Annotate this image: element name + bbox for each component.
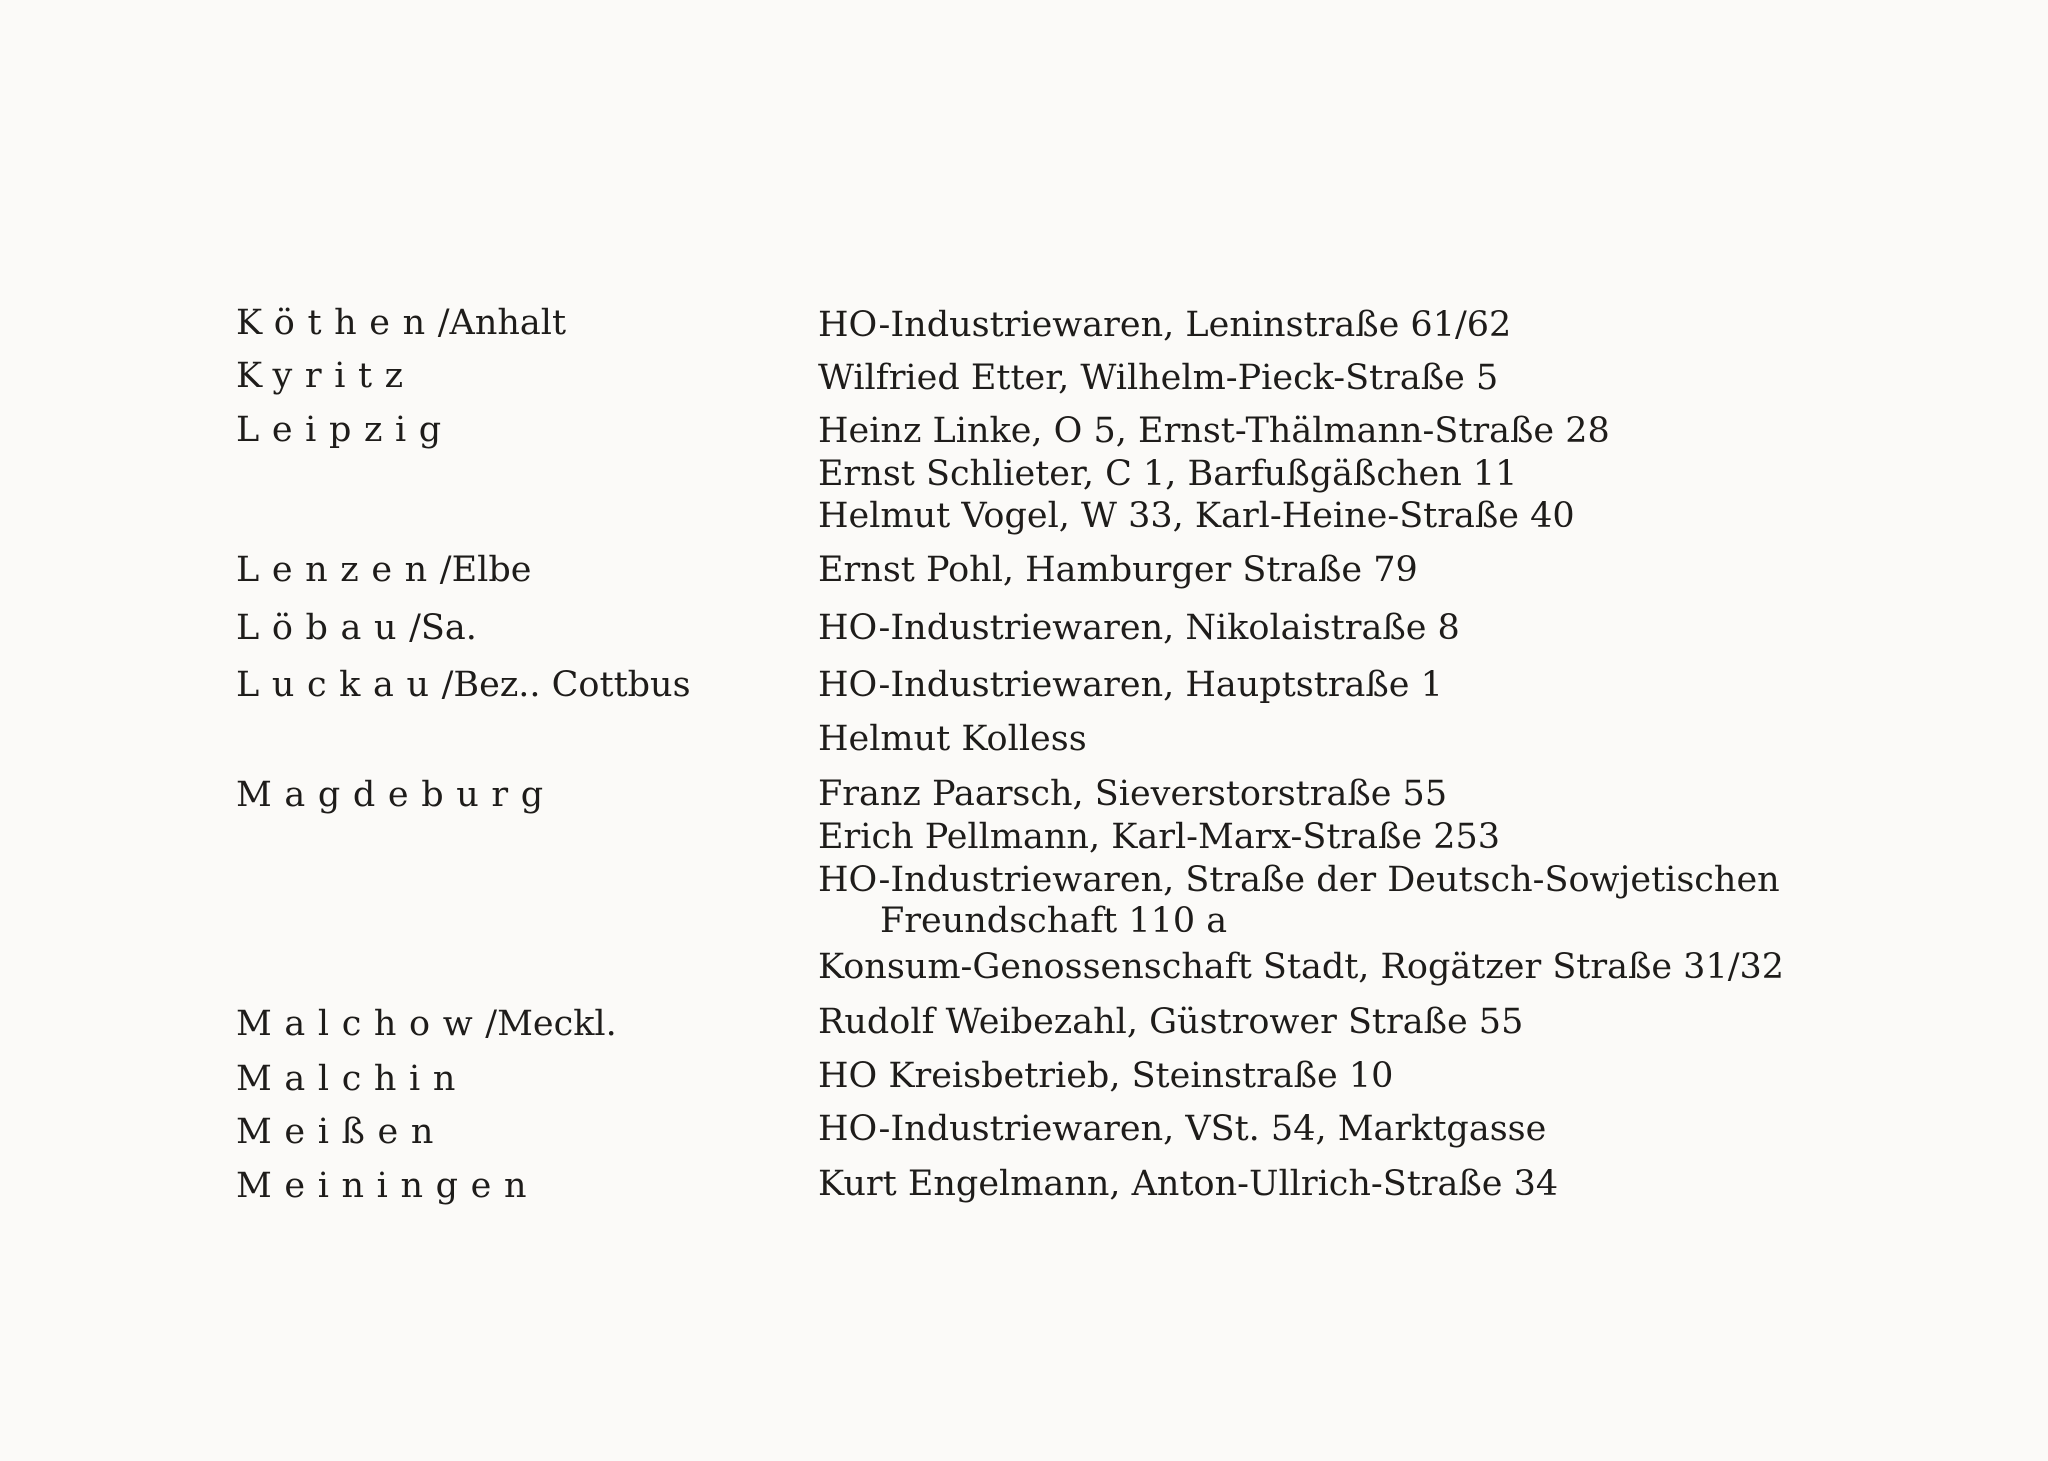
directory-entry-line	[0, 999, 2048, 1045]
entry-text: HO-Industriewaren, Nikolaistraße 8	[818, 608, 1460, 648]
entry-text: Helmut Kolless	[818, 719, 1087, 759]
directory-entry-line	[0, 662, 2048, 708]
directory-entry-line	[0, 451, 2048, 497]
city-name: Malchin	[236, 1059, 468, 1099]
entry-text: HO-Industriewaren, Hauptstraße 1	[818, 665, 1443, 705]
directory-entry-line	[0, 857, 2048, 903]
entry-text: Rudolf Weibezahl, Güstrower Straße 55	[818, 1002, 1524, 1042]
entry-text: Erich Pellmann, Karl-Marx-Straße 253	[818, 817, 1501, 857]
city-name: Meiningen	[236, 1166, 540, 1206]
city-name: Löbau/Sa.	[236, 608, 477, 648]
directory-entry-line	[0, 898, 2048, 944]
city-name: Luckau/Bez.. Cottbus	[236, 665, 691, 705]
directory-entry-line	[0, 1106, 2048, 1152]
entry-text: Helmut Vogel, W 33, Karl-Heine-Straße 40	[818, 496, 1575, 536]
entry-text-continuation: Freundschaft 110 a	[880, 901, 1228, 941]
entry-text: Franz Paarsch, Sieverstorstraße 55	[818, 774, 1448, 814]
entry-text: Ernst Pohl, Hamburger Straße 79	[818, 550, 1418, 590]
entry-text: HO-Industriewaren, Straße der Deutsch-Sowjetischen	[818, 860, 1780, 900]
city-name: Kyritz	[236, 356, 416, 396]
directory-entry-line	[0, 814, 2048, 860]
directory-entry-line	[0, 944, 2048, 990]
city-name: Köthen/Anhalt	[236, 303, 567, 343]
city-name: Lenzen/Elbe	[236, 550, 532, 590]
city-name: Leipzig	[236, 410, 454, 450]
entry-text: Ernst Schlieter, C 1, Barfußgäßchen 11	[818, 454, 1518, 494]
directory-entry-line	[0, 547, 2048, 593]
entry-text: HO-Industriewaren, VSt. 54, Marktgasse	[818, 1109, 1547, 1149]
entry-text: Kurt Engelmann, Anton-Ullrich-Straße 34	[818, 1164, 1559, 1204]
entry-text: HO Kreisbetrieb, Steinstraße 10	[818, 1056, 1394, 1096]
directory-entry-line	[0, 493, 2048, 539]
directory-entry-line	[0, 716, 2048, 762]
entry-text: Wilfried Etter, Wilhelm-Pieck-Straße 5	[818, 358, 1499, 398]
directory-entry-line	[0, 302, 2048, 348]
directory-entry-line	[0, 1053, 2048, 1099]
city-name: Malchow/Meckl.	[236, 1004, 617, 1044]
entry-text: Konsum-Genossenschaft Stadt, Rogätzer Straße 31/32	[818, 947, 1785, 987]
directory-entry-line	[0, 355, 2048, 401]
directory-entry-line	[0, 605, 2048, 651]
directory-entry-line	[0, 1161, 2048, 1207]
entry-text: HO-Industriewaren, Leninstraße 61/62	[818, 305, 1512, 345]
city-name: Meißen	[236, 1112, 446, 1152]
entry-text: Heinz Linke, O 5, Ernst-Thälmann-Straße 28	[818, 411, 1610, 451]
directory-entry-line	[0, 408, 2048, 454]
city-name: Magdeburg	[236, 775, 556, 815]
directory-entry-line	[0, 771, 2048, 817]
